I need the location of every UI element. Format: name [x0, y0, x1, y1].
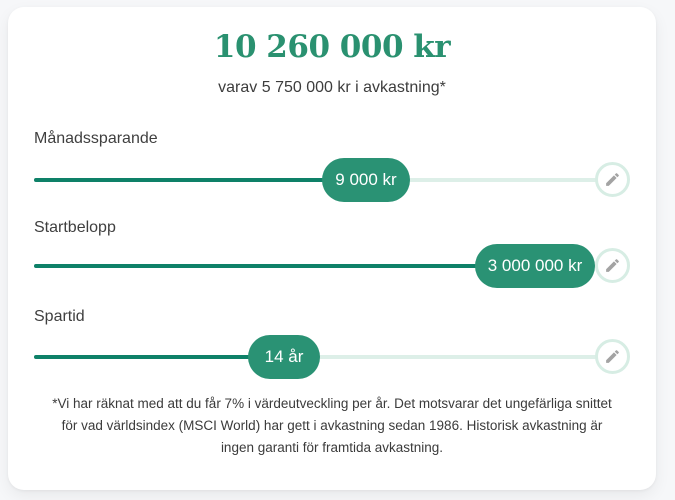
- edit-button[interactable]: [595, 339, 630, 374]
- pencil-icon: [604, 257, 621, 274]
- slider-track-fill[interactable]: [34, 264, 479, 268]
- slider-value: 9 000 kr: [335, 170, 397, 189]
- footnote-line: ingen garanti för framtida avkastning.: [220, 440, 444, 455]
- edit-button[interactable]: [595, 162, 630, 197]
- slider-thumb[interactable]: [248, 335, 320, 379]
- slider-value: 14 år: [264, 347, 304, 366]
- slider-savings-period: [34, 335, 630, 379]
- slider-label-start-amount: Startbelopp: [34, 219, 116, 236]
- total-return-subtitle: varav 5 750 000 kr i avkastning*: [218, 79, 446, 96]
- slider-track-fill[interactable]: [34, 178, 326, 182]
- pencil-icon: [604, 171, 621, 188]
- slider-label-savings-period: Spartid: [34, 308, 85, 325]
- slider-start-amount: [34, 244, 630, 288]
- footnote-line: för vad världsindex (MSCI World) har gett i avkastning sedan 1986. Historisk avkastning är: [61, 418, 603, 433]
- savings-calculator-card: [8, 7, 656, 490]
- slider-thumb[interactable]: [475, 244, 595, 288]
- slider-value: 3 000 000 kr: [487, 256, 583, 275]
- total-amount: 10 260 000 kr: [213, 29, 451, 65]
- pencil-icon: [604, 348, 621, 365]
- disclaimer-footnote: [32, 393, 632, 459]
- slider-track-fill[interactable]: [34, 355, 252, 359]
- slider-thumb[interactable]: [322, 158, 410, 202]
- footnote-line: *Vi har räknat med att du får 7% i värdeutveckling per år. Det motsvarar det ungefärliga snittet: [52, 396, 612, 411]
- slider-label-monthly-savings: Månadssparande: [34, 130, 158, 147]
- edit-button[interactable]: [595, 248, 630, 283]
- slider-monthly-savings: [34, 158, 630, 202]
